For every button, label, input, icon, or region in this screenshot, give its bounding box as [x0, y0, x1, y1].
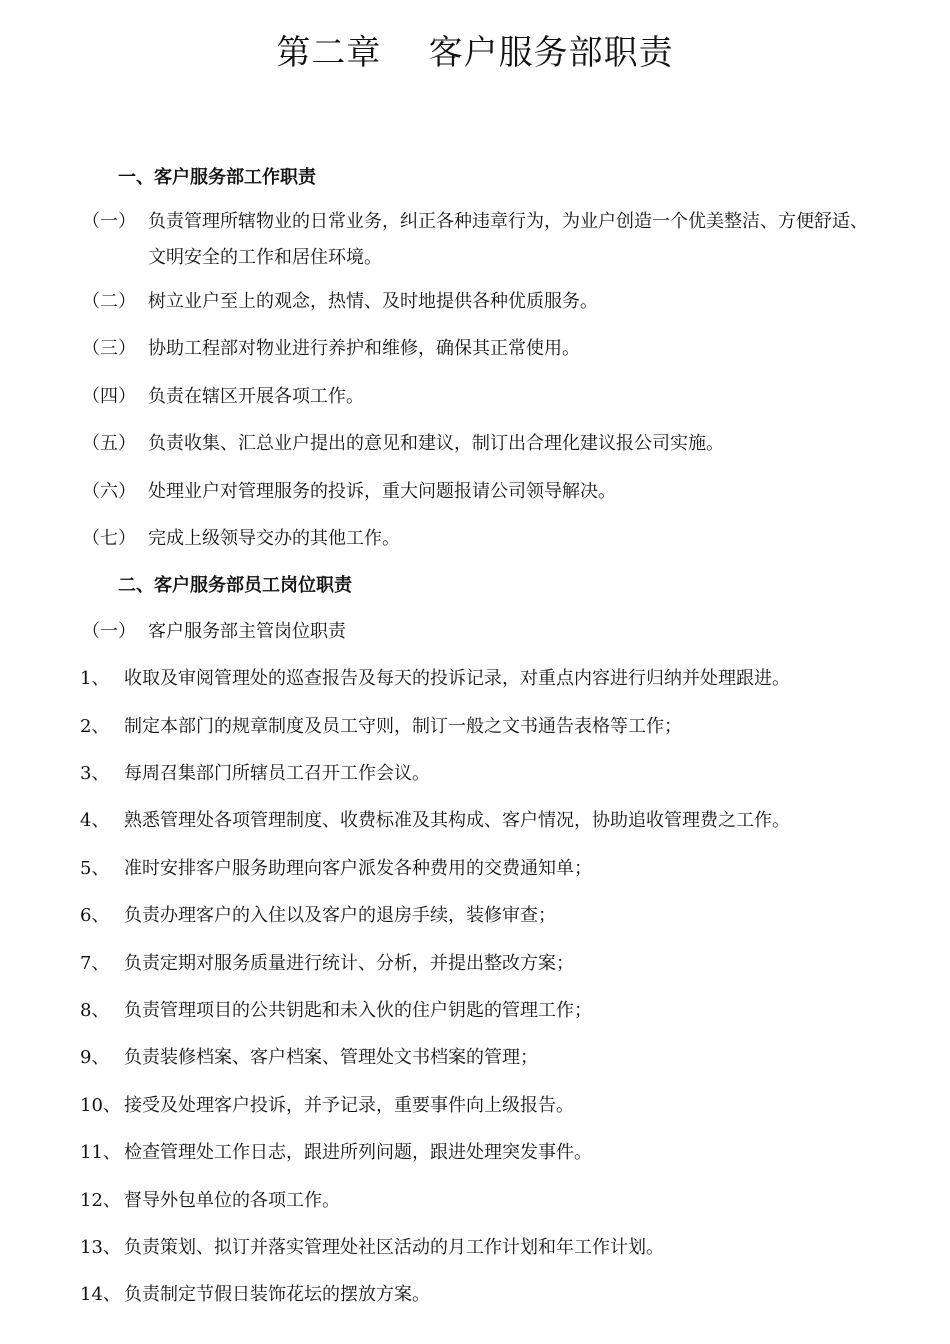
- item-text: 负责在辖区开展各项工作。: [148, 386, 364, 407]
- item-number: 13、: [80, 1237, 121, 1258]
- item-marker: （七）: [82, 528, 136, 549]
- item-text: 负责定期对服务质量进行统计、分析，并提出整改方案；: [124, 953, 574, 974]
- item-text: 接受及处理客户投诉，并予记录，重要事件向上级报告。: [124, 1095, 574, 1116]
- item-text: 协助工程部对物业进行养护和维修，确保其正常使用。: [148, 338, 580, 359]
- item-number: 11、: [80, 1142, 121, 1163]
- item-text: 负责制定节假日装饰花坛的摆放方案。: [124, 1284, 430, 1305]
- item-text: 准时安排客户服务助理向客户派发各种费用的交费通知单；: [124, 858, 592, 879]
- subsection-text: 客户服务部主管岗位职责: [148, 621, 346, 642]
- item-text: 树立业户至上的观念，热情、及时地提供各种优质服务。: [148, 291, 598, 312]
- item-text: 处理业户对管理服务的投诉，重大问题报请公司领导解决。: [148, 481, 616, 502]
- item-text: 负责管理所辖物业的日常业务，纠正各种违章行为，为业户创造一个优美整洁、方便舒适、文明安全的工作和居住环境。: [148, 211, 868, 268]
- item-text: 完成上级领导交办的其他工作。: [148, 528, 400, 549]
- item-text: 收取及审阅管理处的巡查报告及每天的投诉记录，对重点内容进行归纳并处理跟进。: [124, 668, 790, 689]
- item-marker: （三）: [82, 338, 136, 359]
- item-marker: （四）: [82, 386, 136, 407]
- item-number: 9、: [80, 1047, 110, 1068]
- section-heading-2: 二、客户服务部员工岗位职责: [118, 575, 352, 596]
- duty-item-1: [0, 209, 950, 281]
- item-text: 每周召集部门所辖员工召开工作会议。: [124, 763, 430, 784]
- item-text: 负责装修档案、客户档案、管理处文书档案的管理；: [124, 1047, 538, 1068]
- item-number: 8、: [80, 1000, 110, 1021]
- item-number: 3、: [80, 763, 110, 784]
- item-text: 负责策划、拟订并落实管理处社区活动的月工作计划和年工作计划。: [124, 1237, 664, 1258]
- item-number: 14、: [80, 1284, 121, 1305]
- item-number: 5、: [80, 858, 110, 879]
- item-text: 负责办理客户的入住以及客户的退房手续，装修审查；: [124, 905, 556, 926]
- item-number: 2、: [80, 716, 110, 737]
- item-marker: （二）: [82, 291, 136, 312]
- item-text: 熟悉管理处各项管理制度、收费标准及其构成、客户情况，协助追收管理费之工作。: [124, 810, 790, 831]
- item-text: 检查管理处工作日志，跟进所列问题，跟进处理突发事件。: [124, 1142, 592, 1163]
- chapter-title: 第二章 客户服务部职责: [276, 33, 674, 73]
- item-number: 7、: [80, 953, 110, 974]
- section-heading-1: 一、客户服务部工作职责: [118, 167, 316, 188]
- item-text: 制定本部门的规章制度及员工守则，制订一般之文书通告表格等工作；: [124, 716, 682, 737]
- item-number: 1、: [80, 668, 110, 689]
- item-text: 督导外包单位的各项工作。: [124, 1190, 340, 1211]
- item-marker: （五）: [82, 433, 136, 454]
- item-text: 负责管理项目的公共钥匙和未入伙的住户钥匙的管理工作；: [124, 1000, 592, 1021]
- subsection-marker: （一）: [82, 621, 136, 642]
- item-number: 10、: [80, 1095, 121, 1116]
- item-text: 负责收集、汇总业户提出的意见和建议，制订出合理化建议报公司实施。: [148, 433, 724, 454]
- item-number: 12、: [80, 1190, 121, 1211]
- item-number: 4、: [80, 810, 110, 831]
- item-marker: （六）: [82, 481, 136, 502]
- item-number: 6、: [80, 905, 110, 926]
- item-marker: （一）: [82, 211, 136, 232]
